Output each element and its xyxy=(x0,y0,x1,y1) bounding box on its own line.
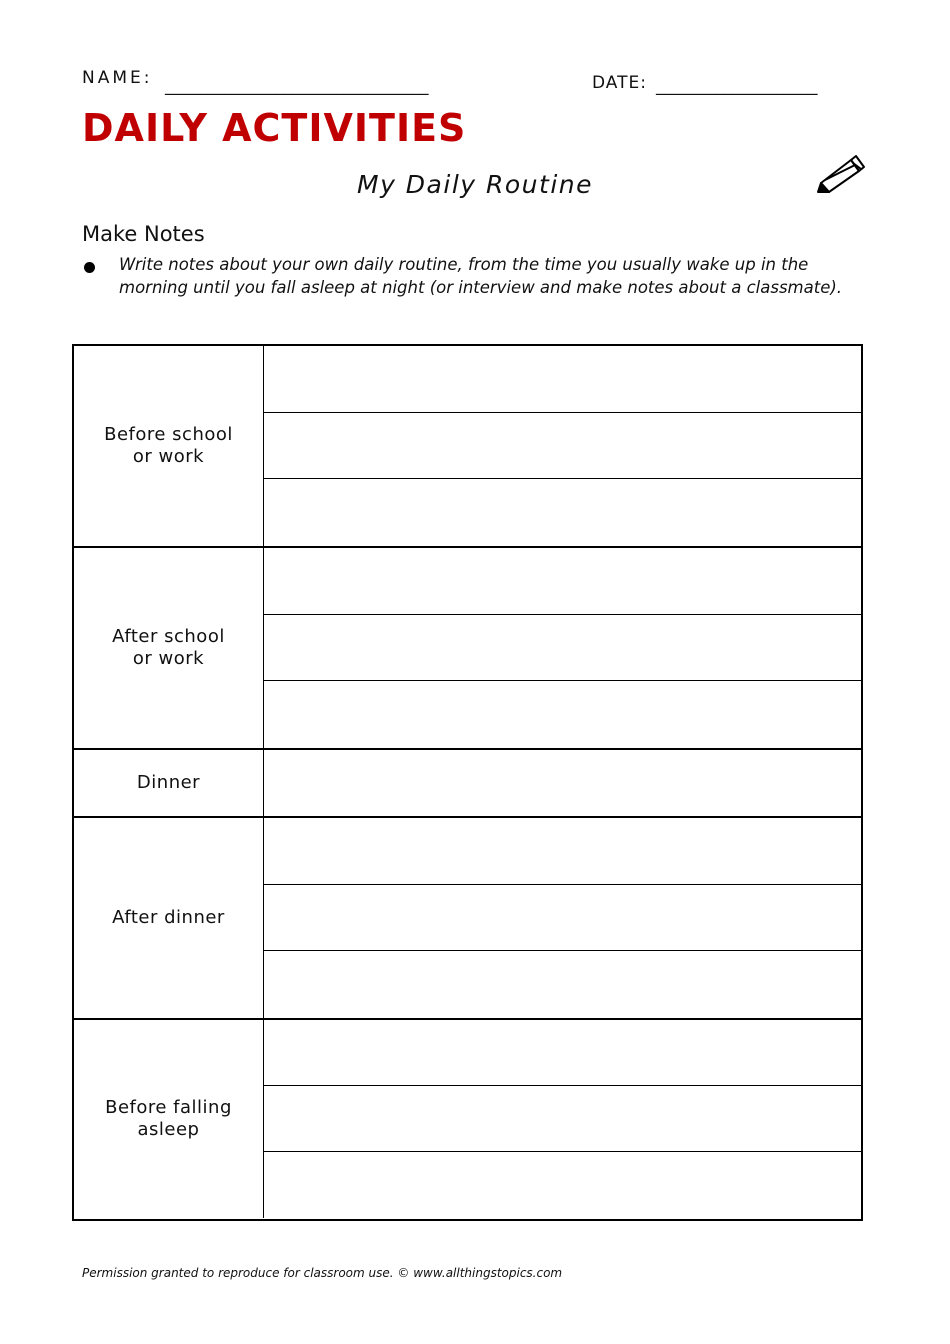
notes-row[interactable] xyxy=(264,1152,861,1218)
notes-rows xyxy=(264,818,861,1018)
notes-row[interactable] xyxy=(264,750,861,816)
page-subtitle: My Daily Routine xyxy=(357,170,593,199)
instructions-text: Write notes about your own daily routine, from the time you usually wake up in the morning until you fall asleep at night (or interview and make notes about a classmate). xyxy=(119,255,843,297)
notes-rows xyxy=(264,346,861,546)
notes-row[interactable] xyxy=(264,681,861,748)
notes-row[interactable] xyxy=(264,479,861,546)
routine-table xyxy=(72,344,863,1221)
table-section xyxy=(74,818,861,1020)
notes-row[interactable] xyxy=(264,885,861,952)
bullet-icon xyxy=(84,262,95,273)
date-field[interactable]: ___________________ xyxy=(656,76,818,96)
section-label: Before falling asleep xyxy=(74,1020,264,1218)
page-title: DAILY ACTIVITIES xyxy=(82,106,467,150)
notes-row[interactable] xyxy=(264,346,861,413)
table-section xyxy=(74,1020,861,1218)
date-label: DATE: xyxy=(592,73,647,93)
notes-row[interactable] xyxy=(264,548,861,615)
notes-row[interactable] xyxy=(264,413,861,480)
name-label: NAME: xyxy=(82,68,153,88)
notes-row[interactable] xyxy=(264,1020,861,1086)
notes-row[interactable] xyxy=(264,1086,861,1152)
section-label: Dinner xyxy=(74,750,264,816)
footer-text: Permission granted to reproduce for classroom use. © www.allthingstopics.com xyxy=(82,1266,563,1280)
table-section xyxy=(74,548,861,750)
section-heading: Make Notes xyxy=(82,222,205,246)
table-section xyxy=(74,346,861,548)
notes-row[interactable] xyxy=(264,615,861,682)
name-field[interactable]: _______________________________ xyxy=(165,76,429,96)
notes-rows xyxy=(264,750,861,816)
section-label: After dinner xyxy=(74,818,264,1018)
notes-rows xyxy=(264,1020,861,1218)
notes-row[interactable] xyxy=(264,818,861,885)
notes-rows xyxy=(264,548,861,748)
section-label: Before school or work xyxy=(74,346,264,546)
section-label: After school or work xyxy=(74,548,264,748)
table-section xyxy=(74,750,861,818)
pencil-icon xyxy=(815,152,867,194)
notes-row[interactable] xyxy=(264,951,861,1018)
